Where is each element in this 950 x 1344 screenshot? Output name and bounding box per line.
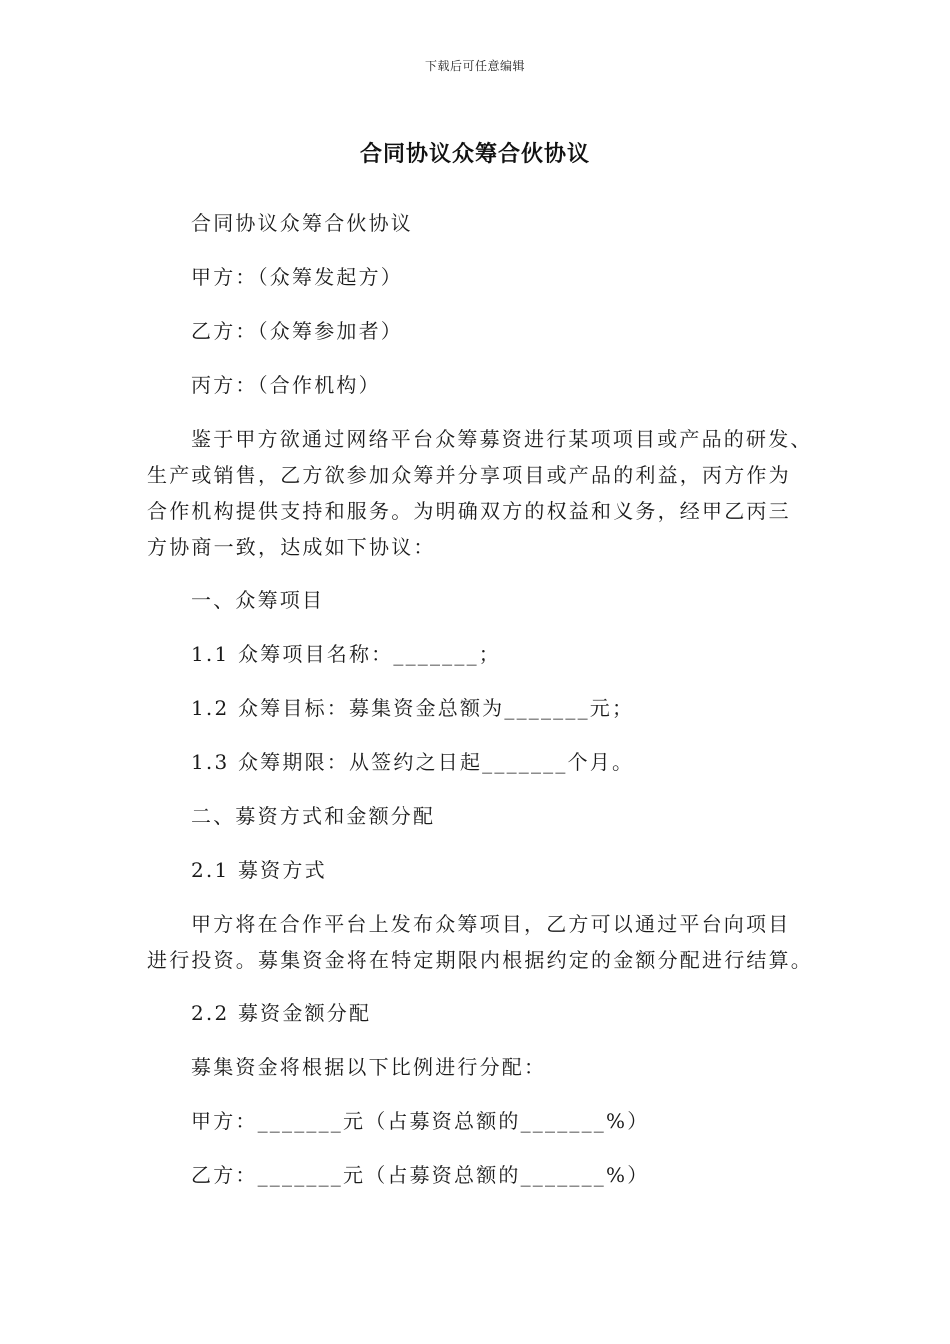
document-title: 合同协议众筹合伙协议 <box>359 142 590 167</box>
section-heading-project: 一、众筹项目 <box>191 588 325 612</box>
clause-2-1-line: 进行投资。募集资金将在特定期限内根据约定的金额分配进行结算。 <box>147 948 813 972</box>
intro-line: 鉴于甲方欲通过网络平台众筹募资进行某项项目或产品的研发、 <box>191 427 813 451</box>
intro-line: 方协商一致，达成如下协议： <box>147 535 436 559</box>
clause-1-2: 1.2 众筹目标：募集资金总额为_______元； <box>191 696 635 720</box>
allocation-party-b: 乙方：_______元（占募资总额的_______%） <box>191 1163 650 1187</box>
document-body <box>147 205 813 1211</box>
party-b-line: 乙方：（众筹参加者） <box>191 319 403 343</box>
clause-1-3: 1.3 众筹期限：从签约之日起_______个月。 <box>191 750 635 774</box>
section-heading-allocation: 二、募资方式和金额分配 <box>191 804 436 828</box>
intro-line: 合作机构提供支持和服务。为明确双方的权益和义务，经甲乙丙三 <box>147 499 791 523</box>
intro-line: 生产或销售，乙方欲参加众筹并分享项目或产品的利益，丙方作为 <box>147 463 791 487</box>
paragraph-subtitle: 合同协议众筹合伙协议 <box>191 211 413 235</box>
party-a-line: 甲方：（众筹发起方） <box>191 265 403 289</box>
clause-2-1-heading: 2.1 募资方式 <box>191 858 327 882</box>
clause-2-2-heading: 2.2 募资金额分配 <box>191 1001 372 1025</box>
allocation-party-a: 甲方：_______元（占募资总额的_______%） <box>191 1109 650 1133</box>
clause-2-1-paragraph <box>147 906 813 978</box>
clause-2-1-line: 甲方将在合作平台上发布众筹项目，乙方可以通过平台向项目 <box>191 912 791 936</box>
clause-1-1: 1.1 众筹项目名称：_______； <box>191 642 501 666</box>
header-note: 下载后可任意编辑 <box>424 59 525 73</box>
clause-2-2-intro: 募集资金将根据以下比例进行分配： <box>191 1055 547 1079</box>
party-c-line: 丙方：（合作机构） <box>191 373 381 397</box>
intro-paragraph <box>147 421 813 565</box>
